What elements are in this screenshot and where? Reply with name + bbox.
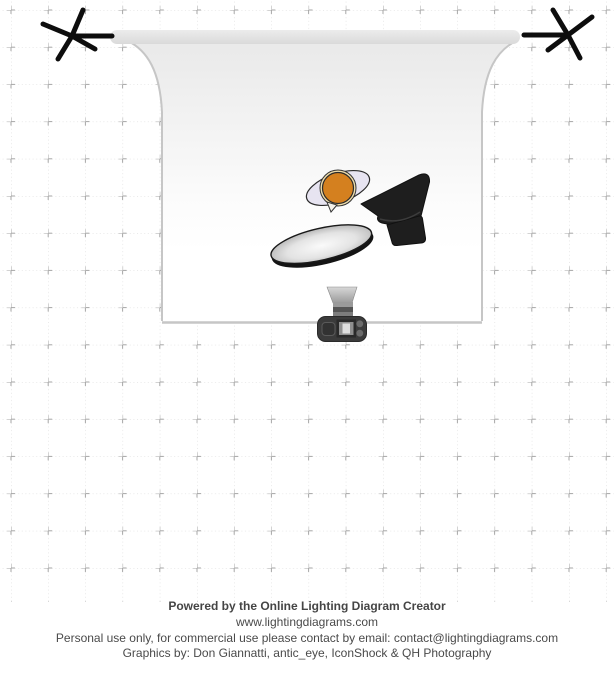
footer-website: www.lightingdiagrams.com (235, 614, 379, 629)
camera-viewfinder (343, 324, 351, 334)
footer-license-note: Personal use only, for commercial use please contact by email: contact@lightingdiagrams.com (55, 630, 559, 645)
camera-lens-ring-2 (333, 307, 353, 312)
camera-lens-ring-1 (333, 302, 353, 307)
footer-credits (0, 599, 614, 662)
footer-powered-by: Powered by the Online Lighting Diagram Creator (168, 599, 446, 613)
footer-graphics-credit: Graphics by: Don Giannatti, antic_eye, IconShock & QH Photography (122, 646, 492, 661)
backdrop-roller-bar (110, 30, 520, 44)
camera-grip (322, 323, 335, 336)
camera-dial-bottom (356, 330, 363, 337)
subject-head (323, 173, 354, 204)
backdrop-icon[interactable] (110, 30, 520, 323)
camera-dial-top (356, 320, 363, 327)
